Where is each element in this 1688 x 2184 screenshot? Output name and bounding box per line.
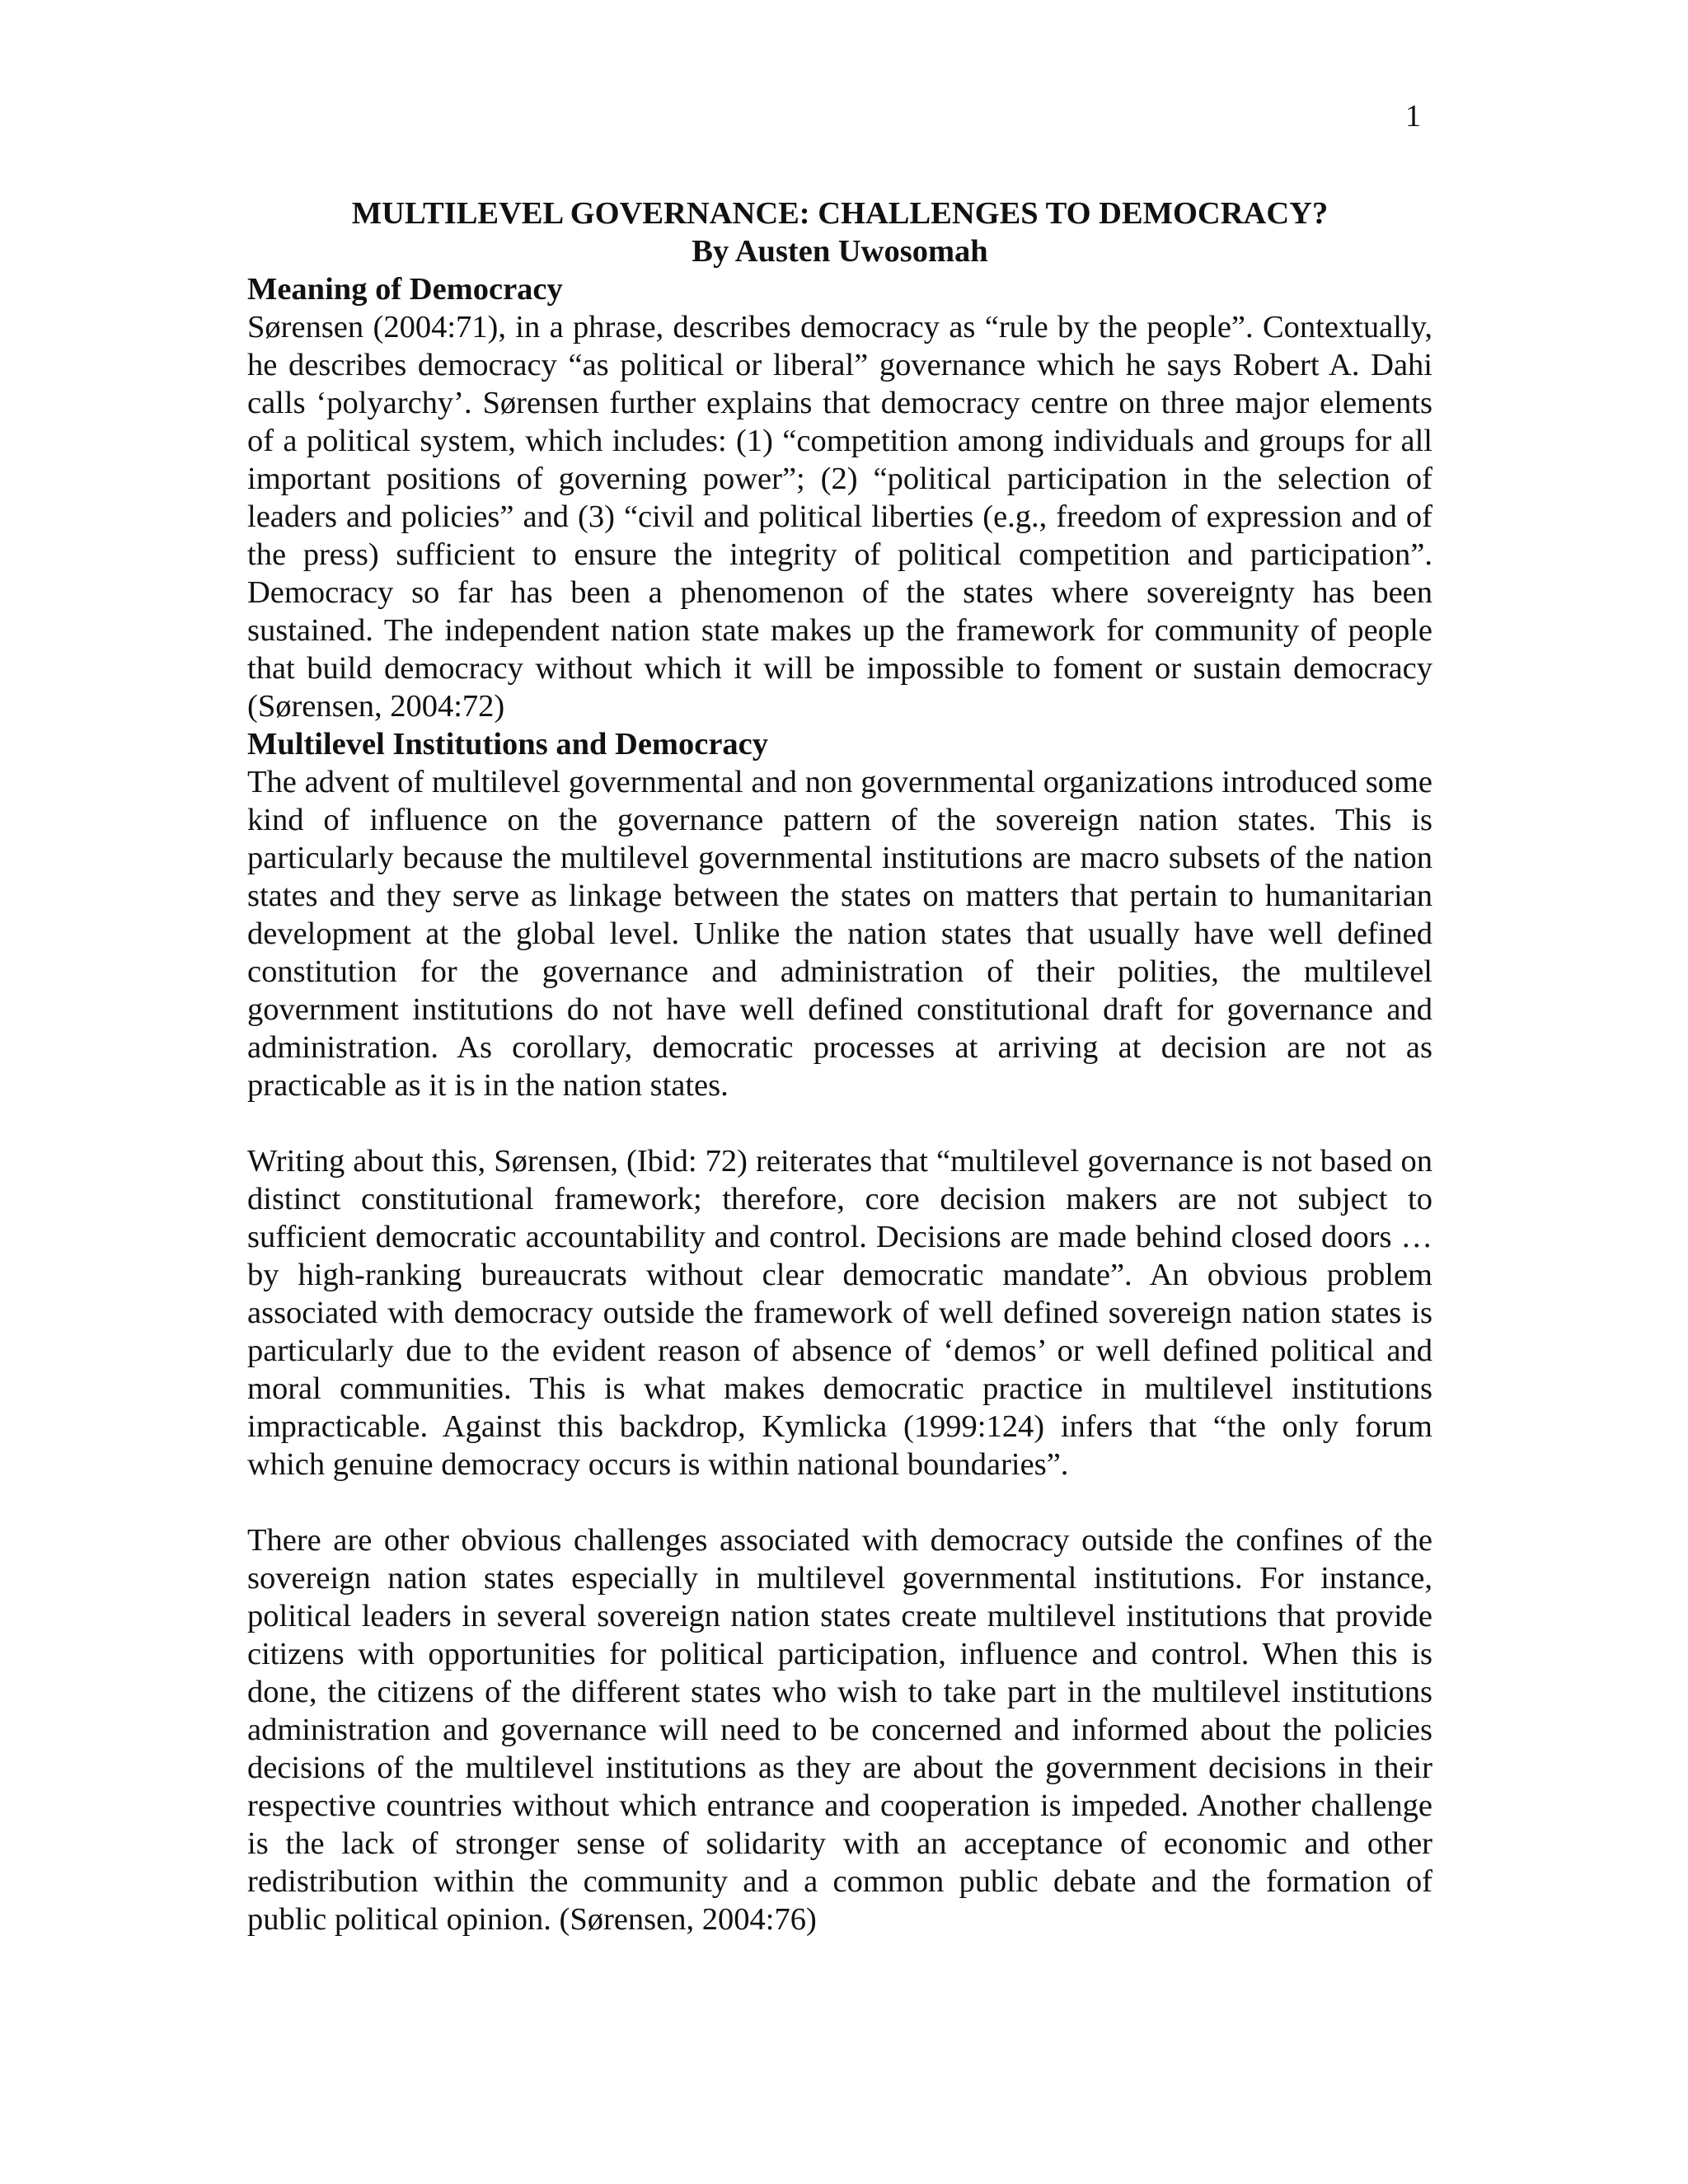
paragraph-multilevel-1: The advent of multilevel governmental and non governmental organizations introduced some kind of influence on the governance pattern of the sovereign nation states. This is particularly because the multilevel governmental institutions are macro subsets of the nation states and they serve as linkage between the states on matters that pertain to humanitarian development at the global level. Unlike the nation states that usually have well defined constitution for the governance and administration of their polities, the multilevel government institutions do not have well defined constitutional draft for governance and administration. As corollary, democratic processes at arriving at decision are not as practicable as it is in the nation states.: [247, 765, 1432, 1103]
document-body: [247, 194, 1432, 1938]
paragraph-multilevel-2: Writing about this, Sørensen, (Ibid: 72) reiterates that “multilevel governance is not based on distinct constitutional framework; therefore, core decision makers are not subject to sufficient democratic accountability and control. Decisions are made behind closed doors … by high-ranking bureaucrats without clear democratic mandate”. An obvious problem associated with democracy outside the framework of well defined sovereign nation states is particularly due to the evident reason of absence of ‘demos’ or well defined political and moral communities. This is what makes democratic practice in multilevel institutions impracticable. Against this backdrop, Kymlicka (1999:124) infers that “the only forum which genuine democracy occurs is within national boundaries”.: [247, 1144, 1432, 1482]
page-number: 1: [1405, 99, 1421, 134]
paragraph-multilevel-3: There are other obvious challenges associated with democracy outside the confines of the sovereign nation states especially in multilevel governmental institutions. For instance, political leaders in several sovereign nation states create multilevel institutions that provide citizens with opportunities for political participation, influence and control. When this is done, the citizens of the different states who wish to take part in the multilevel institutions administration and governance will need to be concerned and informed about the policies decisions of the multilevel institutions as they are about the government decisions in their respective countries without which entrance and cooperation is impeded. Another challenge is the lack of stronger sense of solidarity with an acceptance of economic and other redistribution within the community and a common public debate and the formation of public political opinion. (Sørensen, 2004:76): [247, 1523, 1432, 1937]
section-heading-multilevel-institutions: Multilevel Institutions and Democracy: [247, 727, 768, 762]
document-title: MULTILEVEL GOVERNANCE: CHALLENGES TO DEMOCRACY?: [351, 196, 1329, 231]
author-line: By Austen Uwosomah: [692, 234, 988, 269]
section-heading-meaning-of-democracy: Meaning of Democracy: [247, 272, 563, 307]
paragraph-meaning-of-democracy: Sørensen (2004:71), in a phrase, describes democracy as “rule by the people”. Contextually, he describes democracy “as political or liberal” governance which he says Robert A. Dahi calls ‘polyarchy’. Sørensen further explains that democracy centre on three major elements of a political system, which includes: (1) “competition among individuals and groups for all important positions of governing power”; (2) “political participation in the selection of leaders and policies” and (3) “civil and political liberties (e.g., freedom of expression and of the press) sufficient to ensure the integrity of political competition and participation”. Democracy so far has been a phenomenon of the states where sovereignty has been sustained. The independent nation state makes up the framework for community of people that build democracy without which it will be impossible to foment or sustain democracy (Sørensen, 2004:72): [247, 310, 1432, 724]
